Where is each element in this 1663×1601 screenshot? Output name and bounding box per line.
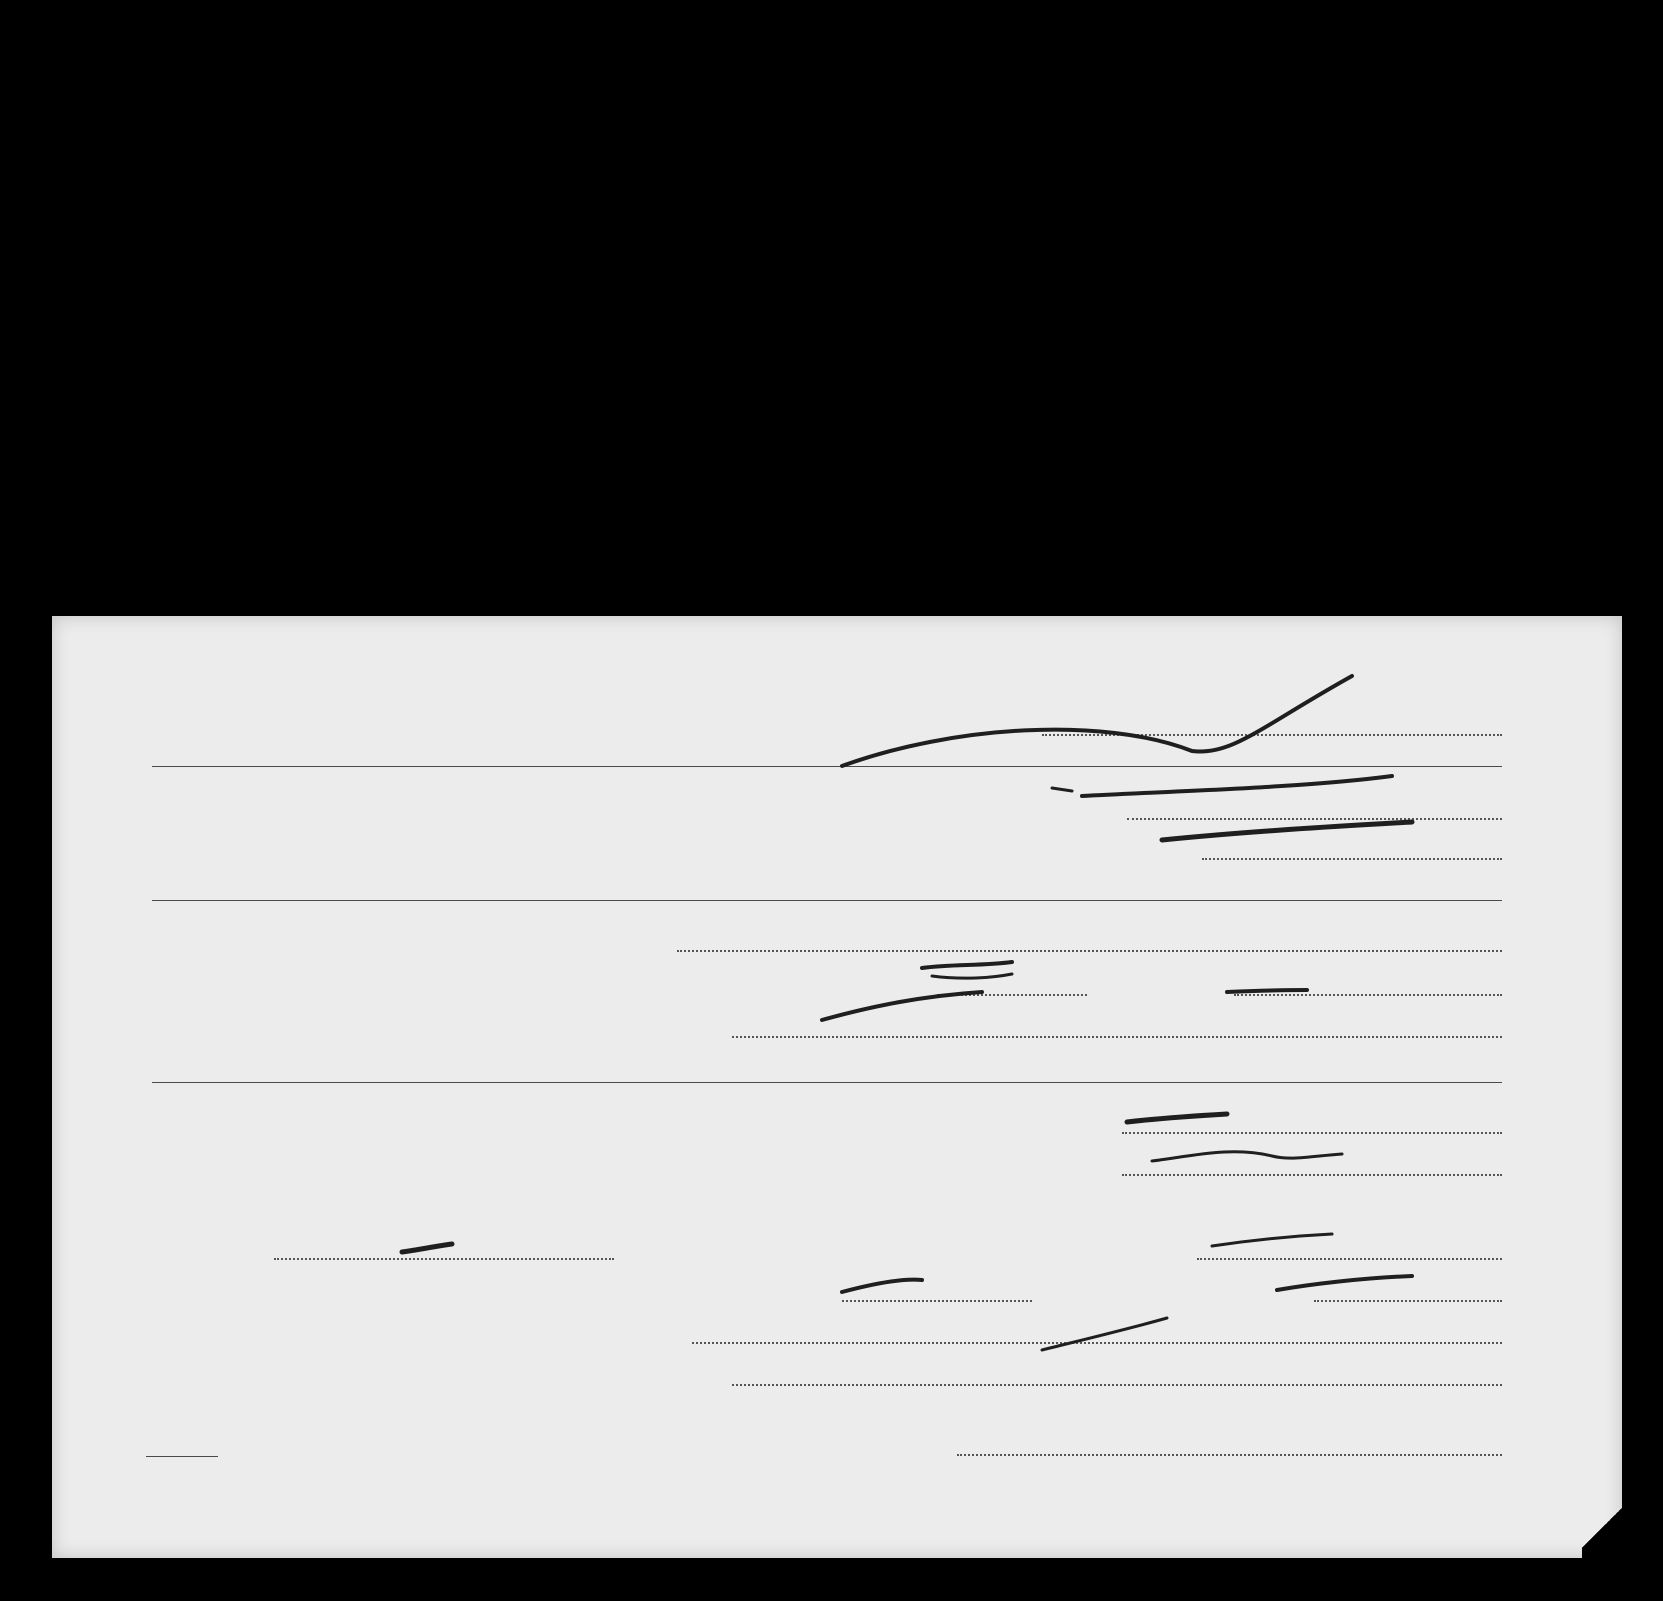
q10-line[interactable] bbox=[1122, 1132, 1502, 1134]
handwritten-dash-strokes bbox=[52, 616, 1622, 1558]
q14-row bbox=[52, 1356, 1622, 1396]
questionnaire-card bbox=[52, 616, 1622, 1558]
q8a-line-2[interactable] bbox=[152, 766, 1502, 767]
q10-row bbox=[52, 1104, 1622, 1144]
q8a-line[interactable] bbox=[1042, 734, 1502, 736]
q9-profession-line[interactable] bbox=[1234, 994, 1502, 996]
q9-duration-line[interactable] bbox=[937, 994, 1087, 996]
q8b-line[interactable] bbox=[1127, 818, 1502, 820]
q8v-line-2[interactable] bbox=[152, 900, 1502, 901]
footer-row bbox=[52, 1426, 1622, 1466]
footer-signature-line[interactable] bbox=[957, 1454, 1502, 1456]
q9-lastplace-row bbox=[52, 1008, 1622, 1048]
q14-line[interactable] bbox=[732, 1384, 1502, 1386]
q9-lastplace-line-2[interactable] bbox=[152, 1082, 1502, 1083]
footer-day-line[interactable] bbox=[146, 1456, 218, 1457]
q12-source-line[interactable] bbox=[274, 1258, 614, 1260]
q9-row bbox=[52, 966, 1622, 1006]
q8v-line[interactable] bbox=[1202, 858, 1502, 860]
q8v-row bbox=[52, 830, 1622, 870]
q12-row bbox=[52, 1188, 1622, 1228]
q9-lastplace-line[interactable] bbox=[732, 1036, 1502, 1038]
q13-receive-line[interactable] bbox=[692, 1342, 1502, 1344]
q13-row bbox=[52, 1272, 1622, 1312]
q8g-line[interactable] bbox=[677, 950, 1502, 952]
q13-help-line[interactable] bbox=[1314, 1300, 1502, 1302]
q12-row-2 bbox=[52, 1230, 1622, 1270]
q11-row bbox=[52, 1146, 1622, 1186]
q8-row bbox=[52, 706, 1622, 746]
q12-provider-line[interactable] bbox=[1197, 1258, 1502, 1260]
q8g-row bbox=[52, 916, 1622, 956]
q11-line[interactable] bbox=[1122, 1174, 1502, 1176]
q13-row-2 bbox=[52, 1314, 1622, 1354]
q13-member-line[interactable] bbox=[842, 1300, 1032, 1302]
q8b-row bbox=[52, 790, 1622, 830]
